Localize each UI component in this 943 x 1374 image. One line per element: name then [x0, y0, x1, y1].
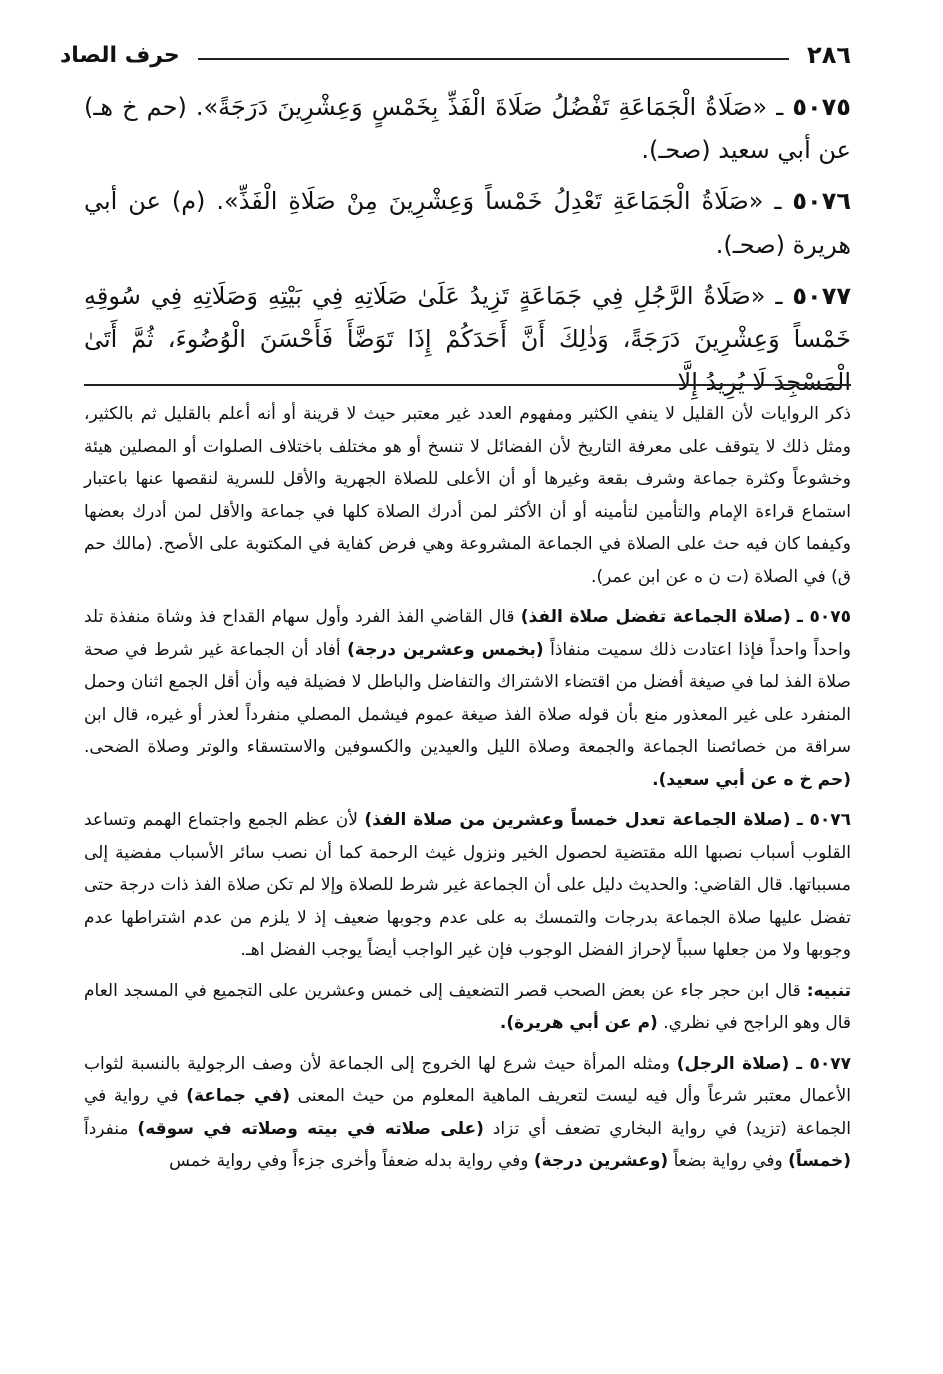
note-lemma: (في جماعة) [186, 1086, 291, 1106]
hadith-list [84, 86, 851, 412]
note-reference: (حم خ ه عن أبي سعيد). [652, 769, 851, 790]
note-lemma: (بخمس وعشرين درجة) [347, 639, 544, 660]
note-body: منفرداً [84, 1118, 129, 1139]
hadith-number: ٥٠٧٦ [792, 187, 851, 216]
note-body: في رواية في الجماعة (تزيد) في رواية البخاري تضعف أي تزاد [84, 1086, 851, 1139]
note-body: لأن عظم الجمع واجتماع الهمم وتساعد القلوب أسباب نصبها الله مقتضية لحصول الخير ونزول غيث الرحمة كما أن نصب سائر الأسباب مفضية إلى مسبباتها. قال القاضي: والحديث دليل على أن الجماعة غير شرط للصلاة وإلا لم تكن صلاة الفذ ذات درجة حتى تفضل عليها صلاة الجماعة بدرجات والتمسك به على عدم وجوبها ضعيف إذ لا يلزم من عدم اشتراطها عدم وجوبها ولا من جعلها سبباً لإحراز الفضل الوجوب فإن غير الواجب أيضاً يوجب الفضل اهـ. [84, 810, 851, 960]
note-body: قال القاضي الفذ الفرد وأول سهام القداح فذ وشاة منفذة تلد واحداً واحداً فإذا اعتادت ذلك سميت منفاذاً [84, 607, 852, 660]
hadith-reference: (حم خ هـ) عن أبي سعيد (صحـ). [84, 93, 851, 165]
note-reference: (م عن أبي هريرة). [499, 1013, 658, 1033]
commentary-note-5077 [84, 1048, 851, 1178]
commentary-note-5075 [84, 601, 851, 796]
hadith-text: «صَلَاةُ الْجَمَاعَةِ تَعْدِلُ خَمْساً وَعِشْرِينَ مِنْ صَلَاةِ الْفَذِّ». [216, 187, 764, 216]
hadith-number: ٥٠٧٥ [792, 93, 851, 121]
note-lemma: (صلاة الجماعة تعدل خمساً وعشرين من صلاة الفذ) [364, 810, 791, 830]
hadith-number: ٥٠٧٧ [792, 281, 851, 310]
footnote-divider [84, 384, 851, 386]
note-lemma: (خمساً) [788, 1151, 851, 1171]
hadith-separator: ـ [767, 93, 784, 121]
note-lemma: (صلاة الجماعة تفضل صلاة الفذ) [520, 607, 791, 627]
page-header [60, 32, 851, 78]
hadith-5076 [84, 180, 851, 266]
chapter-title: حرف الصاد [60, 42, 180, 68]
page-number: ٢٨٦ [807, 41, 851, 69]
note-lemma: (على صلاته في بيته وصلاته في سوقه) [137, 1118, 484, 1139]
note-number: ٥٠٧٧ ـ [796, 1053, 852, 1074]
commentary-note-5076 [84, 804, 851, 967]
hadith-separator: ـ [763, 187, 782, 216]
commentary [84, 398, 851, 1186]
note-lemma: (صلاة الرجل) [676, 1053, 790, 1074]
note-body: قال ابن حجر جاء عن بعض الصحب قصر التضعيف إلى خمس وعشرين على التجميع في المسجد العام قال وهو الراجح في نظري. [84, 980, 851, 1033]
commentary-note-tanbih [84, 975, 851, 1040]
note-body: وفي رواية بدله ضعفاً وأخرى جزءاً وفي رواية خمس [169, 1151, 529, 1171]
hadith-separator: ـ [765, 281, 783, 310]
note-body: أفاد أن الجماعة غير شرط في صحة صلاة الفذ لما في صيغة أفضل من اقتضاء الاشتراك والتفاضل والباطل لا فضيلة فيه وأن أقل الجمع اثنان وحمل المنفرد على غير المعذور منع بأن قوله صلاة الفذ صيغة عموم فيشمل المصلي منفرداً لعذر أو غيره، قال ابن سراقة من خصائصنا الجماعة والجمعة وصلاة الليل والعيدين والكسوفين والاستسقاء والوتر وصلاة الضحى. [84, 639, 851, 757]
hadith-text: «صَلَاةُ الرَّجُلِ فِي جَمَاعَةٍ تَزِيدُ عَلَىٰ صَلَاتِهِ فِي بَيْتِهِ وَصَلَاتِهِ فِي سُوقِهِ خَمْساً وَعِشْرِينَ دَرَجَةً، وَذٰلِكَ أَنَّ أَحَدَكُمْ إِذَا تَوَضَّأَ فَأَحْسَنَ الْوُضُوءَ، ثُمَّ أَتَىٰ الْمَسْجِدَ لَا يُرِيدُ إِلَّا [84, 281, 851, 397]
note-body: ومثله المرأة حيث شرع لها الخروج إلى الجماعة لأن وصف الرجولية بالنسبة لثواب الأعمال معتبر شرعاً وأل فيه ليست لتعريف الماهية المعلوم من حيث المعنى [84, 1053, 852, 1106]
hadith-reference: (م) عن أبي هريرة (صحـ). [84, 187, 851, 259]
hadith-text: «صَلَاةُ الْجَمَاعَةِ تَفْضُلُ صَلَاةَ الْفَذِّ بِخَمْسٍ وَعِشْرِينَ دَرَجَةً». [195, 93, 768, 121]
note-label: تنبيه: [806, 980, 852, 1001]
commentary-intro-text: ذكر الروايات لأن القليل لا ينفي الكثير ومفهوم العدد غير معتبر حيث لا قرينة أو أنه أعلم بالقليل ثم بالكثير، ومثل ذلك لا يتوقف على معرفة التاريخ لأن الفضائل لا تنسخ أو هو مختلف باختلاف الصلوات أو المصلين هيئة وخشوعاً وكثرة جماعة وشرف بقعة وغيرها أو أن الأعلى للصلاة الجهرية والأقل للسرية لنقصها عنها باعتبار استماع قراءة الإمام والتأمين لتأمينه أو أن الأكثر لمن أدرك الصلاة كلها في جماعة والأقل لمن أدرك بعضها وكيفما كان فيه حث على الصلاة في الجماعة المشروعة وهي فرض كفاية في المكتوبة على الأصح. (مالك حم ق) في الصلاة (ت ن ه عن ابن عمر). [84, 404, 851, 587]
header-rule [198, 58, 789, 60]
note-number: ٥٠٧٦ ـ [796, 810, 852, 830]
note-number: ٥٠٧٥ ـ [796, 607, 851, 627]
note-body: وفي رواية بضعاً [673, 1151, 783, 1171]
commentary-intro [84, 398, 851, 593]
note-lemma: (وعشرين درجة) [533, 1151, 669, 1171]
hadith-5075 [84, 86, 851, 172]
